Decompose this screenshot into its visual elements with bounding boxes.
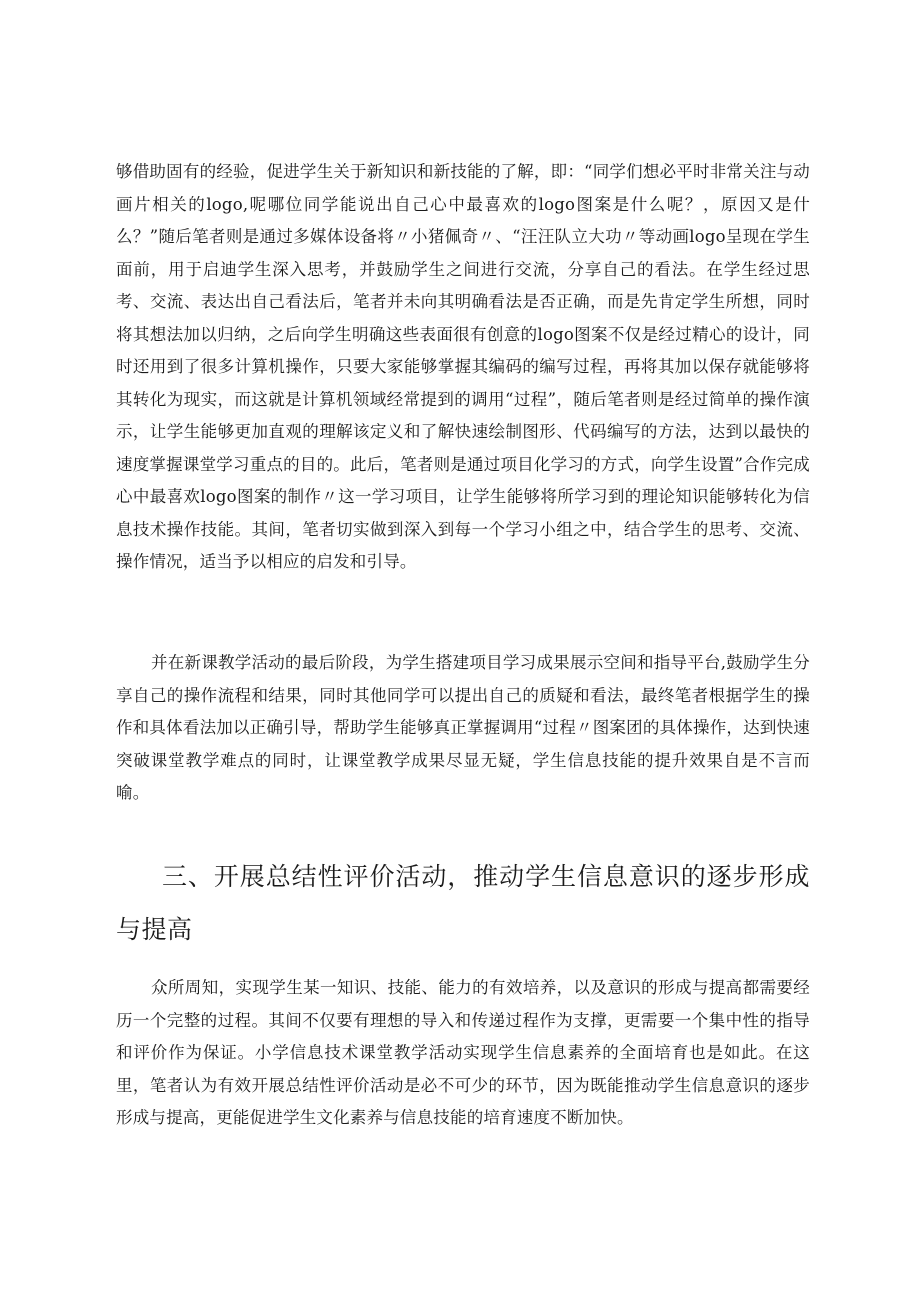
body-paragraph-2: 并在新课教学活动的最后阶段，为学生搭建项目学习成果展示空间和指导平台,鼓励学生分享自己的操作流程和结果，同时其他同学可以提出自己的质疑和看法，最终笔者根据学生的操作和具体看法加以正确引导，帮助学生能够真正掌握调用“过程〃图案团的具体操作，达到快速突破课堂教学难点的同时，让课堂教学成果尽显无疑，学生信息技能的提升效果自是不言而喻。 xyxy=(116,653,810,802)
body-paragraph-1: 够借助固有的经验，促进学生关于新知识和新技能的了解，即：“同学们想必平时非常关注与动画片相关的logo,呢哪位同学能说出自己心中最喜欢的logo图案是什么呢？，原因又是什么？”随后笔者则是通过多媒体设备将〃小猪佩奇〃、“汪汪队立大功〃等动画logo呈现在学生面前，用于启迪学生深入思考，并鼓励学生之间进行交流，分享自己的看法。在学生经过思考、交流、表达出自己看法后，笔者并未向其明确看法是否正确，而是先肯定学生所想，同时将其想法加以归纳，之后向学生明确这些表面很有创意的logo图案不仅是经过精心的设计，同时还用到了很多计算机操作，只要大家能够掌握其编码的编写过程，再将其加以保存就能够将其转化为现实，而这就是计算机领域经常提到的调用“过程”，随后笔者则是经过简单的操作演示，让学生能够更加直观的理解该定义和了解快速绘制图形、代码编写的方法，达到以最快的速度掌握课堂学习重点的目的。此后，笔者则是通过项目化学习的方式，向学生设置”合作完成心中最喜欢logo图案的制作〃这一学习项目，让学生能够将所学习到的理论知识能够转化为信息技术操作技能。其间，笔者切实做到深入到每一个学习小组之中，结合学生的思考、交流、操作情况，适当予以相应的启发和引导。 xyxy=(116,162,810,571)
body-paragraph-3: 众所周知，实现学生某一知识、技能、能力的有效培养，以及意识的形成与提高都需要经历一个完整的过程。其间不仅要有理想的导入和传递过程作为支撑，更需要一个集中性的指导和评价作为保证。小学信息技术课堂教学活动实现学生信息素养的全面培育也是如此。在这里，笔者认为有效开展总结性评价活动是必不可少的环节，因为既能推动学生信息意识的逐步形成与提高，更能促进学生文化素养与信息技能的培育速度不断加快。 xyxy=(116,978,810,1127)
section-heading: 三、开展总结性评价活动，推动学生信息意识的逐步形成与提高 xyxy=(116,862,810,944)
